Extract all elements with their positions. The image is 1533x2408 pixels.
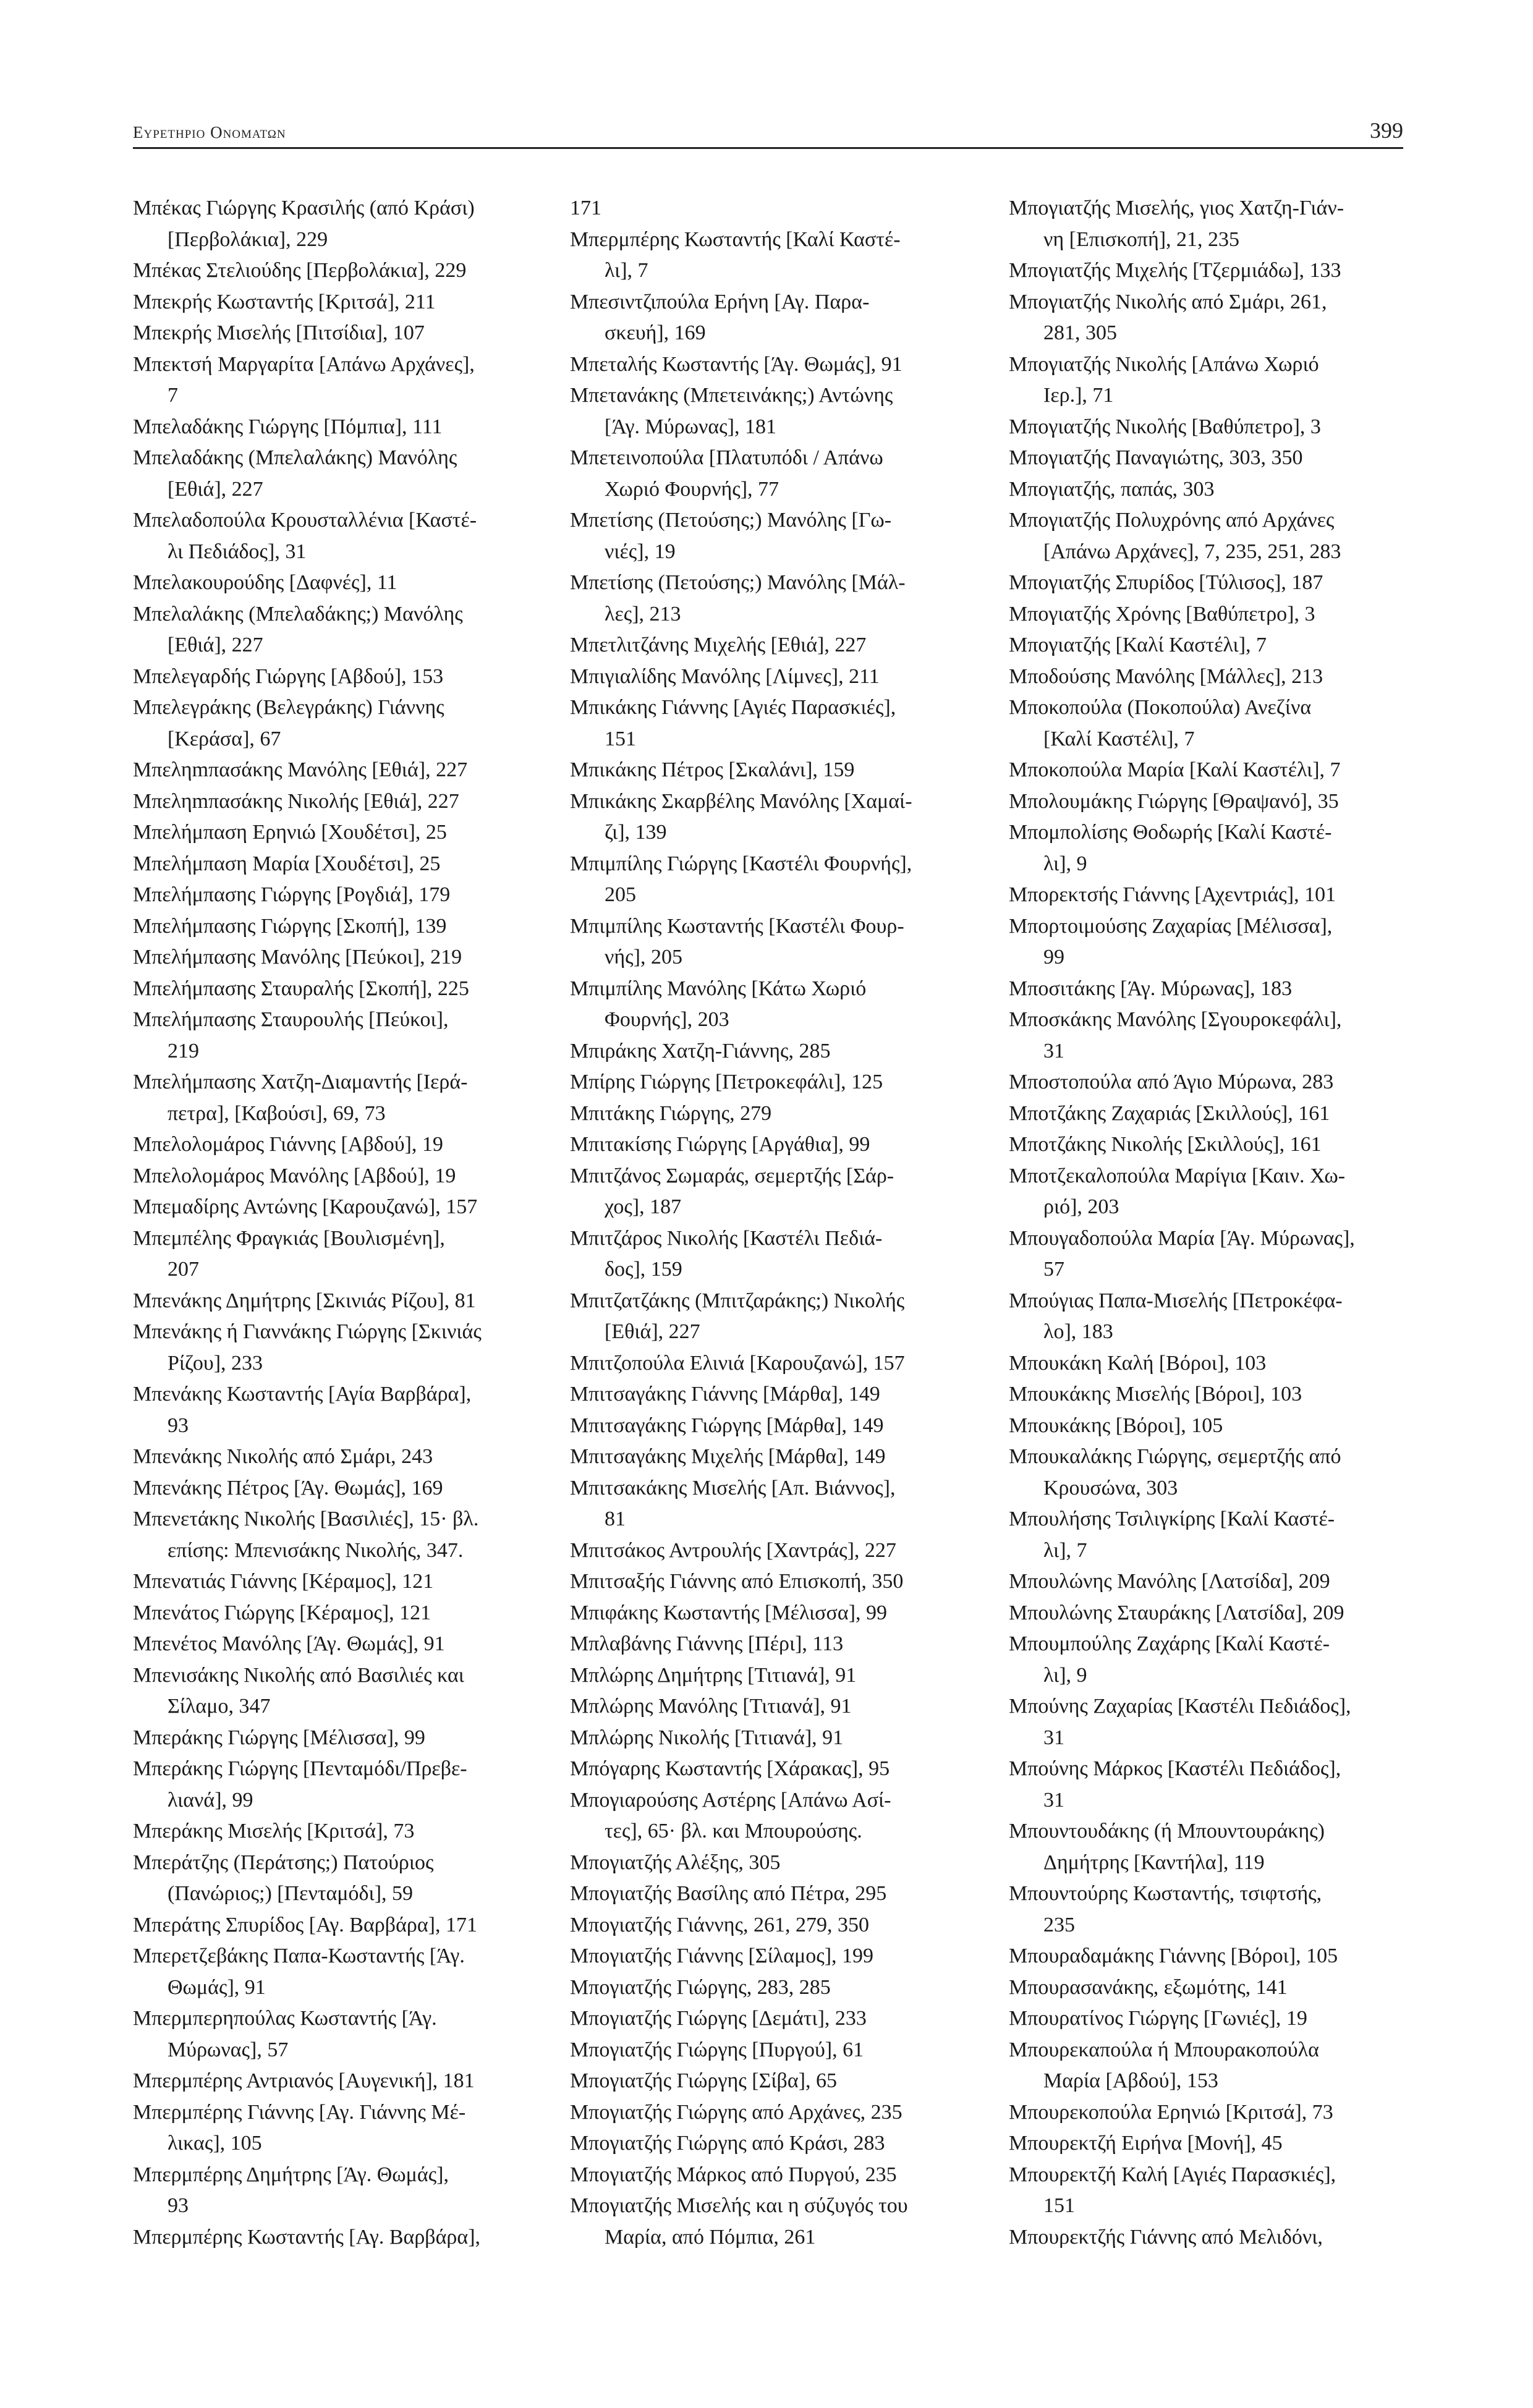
index-entry: Μπομπολίσης Θοδωρής [Καλί Καστέ- λι], 9 [1009, 821, 1332, 875]
index-entry: Μπελεγράκης (Βελεγράκης) Γιάννης [Κεράσα], 67 [133, 696, 444, 750]
index-entry: Μπιτζοπούλα Ελινιά [Καρουζανώ], 157 [570, 1351, 905, 1375]
index-entry: Μπούνης Ζαχαρίας [Καστέλι Πεδιάδος], 31 [1009, 1695, 1351, 1749]
index-entry: Μπορεκτσής Γιάννης [Αχεντριάς], 101 [1009, 883, 1336, 906]
index-entry: Μπενετάκης Νικολής [Βασιλιές], 15· βλ. επίσης: Μπενισάκης Νικολής, 347. [133, 1507, 479, 1562]
index-entry: Μπενάτος Γιώργης [Κέραμος], 121 [133, 1601, 431, 1624]
index-entry: Μπενάκης Πέτρος [Άγ. Θωμάς], 169 [133, 1476, 443, 1499]
index-entry: Μπιτάκης Γιώργης, 279 [570, 1101, 772, 1125]
index-entry: Μπιτσάκος Αντρουλής [Χαντράς], 227 [570, 1538, 896, 1562]
index-entry: Μπογιατζής Γιώργης από Αρχάνες, 235 [570, 2100, 902, 2124]
index-entry: Μπλώρης Νικολής [Τιτιανά], 91 [570, 1726, 844, 1749]
index-entry: Μπικάκης Πέτρος [Σκαλάνι], 159 [570, 758, 855, 781]
index-entry: Μπούνης Μάρκος [Καστέλι Πεδιάδος], 31 [1009, 1757, 1341, 1812]
index-entry: Μπιμπίλης Γιώργης [Καστέλι Φουρνής], 205 [570, 852, 912, 906]
index-entry: Μπερμπερηπούλας Κωσταντής [Άγ. Μύρωνας], 57 [133, 2007, 437, 2061]
index-entry: Μπογιατζής Σπυρίδος [Τύλισος], 187 [1009, 571, 1323, 594]
index-entry: Μπουραδαμάκης Γιάννης [Βόροι], 105 [1009, 1944, 1338, 1967]
index-entry: Μπιτζάνος Σωμαράς, σεμερτζής [Σάρ- χος], 187 [570, 1164, 894, 1218]
index-entry: Μπλαβάνης Γιάννης [Πέρι], 113 [570, 1632, 844, 1655]
index-entry: Μπογιατζής Νικολής [Απάνω Χωριό Ιερ.], 71 [1009, 352, 1319, 407]
index-entry: Μποτζάκης Ζαχαριάς [Σκιλλούς], 161 [1009, 1101, 1330, 1125]
index-entry: Μπουκάκης [Βόροι], 105 [1009, 1414, 1223, 1437]
index-entry: Μπετίσης (Πετούσης;) Μανόλης [Γω- νιές], 19 [570, 509, 892, 563]
index-entry: Μπέκας Γιώργης Κρασιλής (από Κράσι) [Περβολάκια], 229 [133, 197, 475, 251]
index-entry: Μπιφάκης Κωσταντής [Μέλισσα], 99 [570, 1601, 887, 1624]
index-entry: Μπιτσακάκης Μισελής [Απ. Βιάννος], 81 [570, 1476, 896, 1530]
index-entry: Μπελήμπασης Γιώργης [Σκοπή], 139 [133, 914, 447, 938]
index-entry: Μπόγαρης Κωσταντής [Χάρακας], 95 [570, 1757, 890, 1780]
index-entry: Μπογιατζής Μισελής και η σύζυγός του Μαρία, από Πόμπια, 261 [570, 2194, 908, 2249]
index-entry: Μπουρεκτζής Γιάννης από Μελιδόνι, [1009, 2225, 1323, 2249]
index-entry: Μπεληmπασάκης Νικολής [Εθιά], 227 [133, 789, 459, 813]
index-entry: Μπουντούρης Κωσταντής, τσιφτσής, 235 [1009, 1882, 1322, 1936]
index-entry: Μπουντουδάκης (ή Μπουντουράκης) Δημήτρης [Καντήλα], 119 [1009, 1820, 1325, 1874]
index-entry: Μπογιατζής Πολυχρόνης από Αρχάνες [Απάνω Αρχάνες], 7, 235, 251, 283 [1009, 509, 1341, 563]
index-entry: Μπουρεκοπούλα Ερηνιώ [Κριτσά], 73 [1009, 2100, 1333, 2124]
index-entry: Μπούγιας Παπα-Μισελής [Πετροκέφα- λο], 183 [1009, 1289, 1343, 1343]
index-entry: Μπεράτζης (Περάτσης;) Πατούριος (Πανώριος;) [Πενταμόδι], 59 [133, 1851, 434, 1905]
index-entry: Μπελολομάρος Γιάννης [Αβδού], 19 [133, 1133, 443, 1156]
index-entry: Μπιράκης Χατζη-Γιάννης, 285 [570, 1039, 831, 1062]
index-entry: Μπολουμάκης Γιώργης [Θραψανό], 35 [1009, 789, 1339, 813]
index-entry: Μπογιατζής Μάρκος από Πυργού, 235 [570, 2163, 897, 2186]
index-entry: Μπενάκης Δημήτρης [Σκινιάς Ρίζου], 81 [133, 1289, 476, 1312]
index-entry: Μπελήμπασης Χατζη-Διαμαντής [Ιερά- πετρα], [Καβούσι], 69, 73 [133, 1070, 468, 1125]
index-entry: Μπιτζατζάκης (Μπιτζαράκης;) Νικολής [Εθιά], 227 [570, 1289, 905, 1343]
index-entry: Μπικάκης Γιάννης [Αγιές Παρασκιές], 151 [570, 696, 896, 750]
index-entry: Μπεράκης Γιώργης [Μέλισσα], 99 [133, 1726, 425, 1749]
index-entry: Μπιτσαγάκης Μιχελής [Μάρθα], 149 [570, 1445, 886, 1468]
index-entry: Μπογιατζής Γιώργης, 283, 285 [570, 1975, 831, 1999]
index-entry: Μπλώρης Μανόλης [Τιτιανά], 91 [570, 1695, 852, 1718]
index-entry: Μπογιατζής Μισελής, γιος Χατζη-Γιάν- νη [Επισκοπή], 21, 235 [1009, 197, 1344, 251]
index-entry: Μπιτσαγάκης Γιάννης [Μάρθα], 149 [570, 1383, 880, 1405]
index-entry: Μπενισάκης Νικολής από Βασιλιές και Σίλαμο, 347 [133, 1663, 464, 1718]
index-entry: Μπετλιτζάνης Μιχελής [Εθιά], 227 [570, 634, 867, 656]
index-entry: Μπουρεκαπούλα ή Μπουρακοπούλα Μαρία [Αβδού], 153 [1009, 2038, 1319, 2092]
index-entry: Μπουκάκης Μισελής [Βόροι], 103 [1009, 1383, 1302, 1405]
index-entry: Μπογιατζής Μιχελής [Τζερμιάδω], 133 [1009, 259, 1341, 282]
index-entry: Μπογιατζής [Καλί Καστέλι], 7 [1009, 634, 1267, 656]
index-entry: Μπεράκης Γιώργης [Πενταμόδι/Πρεβε- λιανά], 99 [133, 1757, 467, 1812]
index-entry: Μπελαδάκης (Μπελαλάκης) Μανόλης [Εθιά], 227 [133, 446, 457, 501]
index-entry: Μπιτσαγάκης Γιώργης [Μάρθα], 149 [570, 1414, 884, 1437]
index-entry: Μπελήμπασης Μανόλης [Πεύκοι], 219 [133, 946, 462, 969]
index-entry: Μπεκρής Μισελής [Πιτσίδια], 107 [133, 321, 425, 344]
index-entry: Μπογιατζής Γιάννης, 261, 279, 350 [570, 1913, 869, 1936]
index-entry: Μπετίσης (Πετούσης;) Μανόλης [Μάλ- λες], 213 [570, 571, 906, 625]
index-entry: Μπερετζεβάκης Παπα-Κωσταντής [Άγ. Θωμάς], 91 [133, 1944, 465, 1999]
index-entry: Μπέκας Στελιούδης [Περβολάκια], 229 [133, 259, 467, 282]
index-entry: Μπεράκης Μισελής [Κριτσά], 73 [133, 1820, 415, 1842]
index-entry: Μπογιατζής Γιώργης [Πυργού], 61 [570, 2038, 864, 2061]
index-entry: Μπίρης Γιώργης [Πετροκεφάλι], 125 [570, 1070, 883, 1093]
index-entry: Μπερμπέρης Γιάννης [Αγ. Γιάννης Μέ- λικας], 105 [133, 2100, 466, 2155]
index-entry: Μπελαλάκης (Μπελαδάκης;) Μανόλης [Εθιά], 227 [133, 602, 463, 656]
index-entry: Μπερμπέρης Κωσταντής [Καλί Καστέ- λι], 7 [570, 227, 901, 282]
index-entry: Μπουλήσης Τσιλιγκίρης [Καλί Καστέ- λι], 7 [1009, 1507, 1335, 1562]
index-entry: Μπογιατζής Χρόνης [Βαθύπετρο], 3 [1009, 602, 1315, 625]
index-entry: Μπιτζάρος Νικολής [Καστέλι Πεδιά- δος], 159 [570, 1226, 883, 1281]
index-entry: Μπογιατζής, παπάς, 303 [1009, 477, 1215, 501]
index-entry: Μπιτακίσης Γιώργης [Αργάθια], 99 [570, 1133, 870, 1156]
index-entry: Μπερμπέρης Αντριανός [Αυγενική], 181 [133, 2069, 475, 2092]
index-entry: Μπερμπέρης Κωσταντής [Αγ. Βαρβάρα], [133, 2225, 481, 2249]
index-entry: Μπογιατζής Νικολής [Βαθύπετρο], 3 [1009, 415, 1321, 438]
page-number: 399 [1370, 118, 1403, 143]
index-entry: Μπετανάκης (Μπετεινάκης;) Αντώνης [Άγ. Μύρωνας], 181 [570, 384, 893, 438]
index-entry: Μποσκάκης Μανόλης [Σγουροκεφάλι], 31 [1009, 1008, 1342, 1062]
index-entry: Μποδούσης Μανόλης [Μάλλες], 213 [1009, 664, 1323, 688]
index-entry: Μπουκαλάκης Γιώργης, σεμερτζής από Κρουσώνα, 303 [1009, 1445, 1341, 1499]
index-entry: Μπουρασανάκης, εξωμότης, 141 [1009, 1975, 1288, 1999]
index-entry: Μπιμπίλης Κωσταντής [Καστέλι Φουρ- νής], 205 [570, 914, 904, 969]
index-entry: Μπελολομάρος Μανόλης [Αβδού], 19 [133, 1164, 456, 1187]
index-entry: Μπεμπέλης Φραγκιάς [Βουλισμένη], 207 [133, 1226, 445, 1281]
index-entry: Μπελήμπασης Σταυρουλής [Πεύκοι], 219 [133, 1008, 449, 1062]
index-entry: Μπογιατζής Παναγιώτης, 303, 350 [1009, 446, 1303, 469]
index-entry: Μπογιατζής Νικολής από Σμάρι, 261, 281, 305 [1009, 290, 1327, 344]
index-entry: Μπιμπίλης Μανόλης [Κάτω Χωριό Φουρνής], 203 [570, 977, 867, 1031]
index-entry: Μπουλώνης Σταυράκης [Λατσίδα], 209 [1009, 1601, 1344, 1624]
index-entry: Μπεσιντζιπούλα Ερήνη [Αγ. Παρα- σκευή], 169 [570, 290, 870, 344]
index-entry: Μπεταλής Κωσταντής [Άγ. Θωμάς], 91 [570, 352, 902, 376]
index-entry: Μπενατιάς Γιάννης [Κέραμος], 121 [133, 1570, 434, 1593]
index-entry: Μπελήμπασης Γιώργης [Ρογδιά], 179 [133, 883, 451, 906]
index-entry: Μπογιατζής Γιώργης από Κράσι, 283 [570, 2132, 885, 2155]
index-entry: Μπουμπούλης Ζαχάρης [Καλί Καστέ- λι], 9 [1009, 1632, 1330, 1687]
index-entry: Μπουρεκτζή Ειρήνα [Μονή], 45 [1009, 2132, 1283, 2155]
index-entry: Μπογιατζής Βασίλης από Πέτρα, 295 [570, 1882, 887, 1905]
index-entry: Μπελήμπασης Σταυραλής [Σκοπή], 225 [133, 977, 469, 1000]
index-entry: Μποκοπούλα Μαρία [Καλί Καστέλι], 7 [1009, 758, 1341, 781]
index-column-2 [570, 193, 966, 2253]
index-entry: Μπουρεκτζή Καλή [Αγιές Παρασκιές], 151 [1009, 2163, 1336, 2217]
index-entry: Μπενάκης ή Γιαννάκης Γιώργης [Σκινιάς Ρίζου], 233 [133, 1320, 482, 1375]
index-entry: Μπικάκης Σκαρβέλης Μανόλης [Χαμαί- ζι], 139 [570, 789, 912, 844]
index-entry: Μπεληmπασάκης Μανόλης [Εθιά], 227 [133, 758, 468, 781]
index-entry: Μπερμπέρης Δημήτρης [Άγ. Θωμάς], 93 [133, 2163, 449, 2217]
index-entry: Μπουγαδοπούλα Μαρία [Άγ. Μύρωνας], 57 [1009, 1226, 1355, 1281]
index-entry: Μποσιτάκης [Άγ. Μύρωνας], 183 [1009, 977, 1293, 1000]
index-entry: Μπογιατζής Αλέξης, 305 [570, 1851, 781, 1874]
index-entry: Μπογιαρούσης Αστέρης [Απάνω Ασί- τες], 65· βλ. και Μπουρούσης. [570, 1788, 891, 1842]
index-entry: Μπεμαδίρης Αντώνης [Καρουζανώ], 157 [133, 1195, 478, 1218]
index-entry: Μπελακουρούδης [Δαφνές], 11 [133, 571, 397, 594]
index-entry: Μπενάκης Νικολής από Σμάρι, 243 [133, 1445, 433, 1468]
index-entry: Μπουλώνης Μανόλης [Λατσίδα], 209 [1009, 1570, 1330, 1593]
index-entry: Μπελαδάκης Γιώργης [Πόμπια], 111 [133, 415, 443, 438]
running-header [133, 112, 1403, 149]
index-entry: Μπιτσαξής Γιάννης από Επισκοπή, 350 [570, 1570, 904, 1593]
index-entry: Μποτζεκαλοπούλα Μαρίγια [Καιν. Χω- ριό], 203 [1009, 1164, 1346, 1218]
index-entry: Μπενάκης Κωσταντής [Αγία Βαρβάρα], 93 [133, 1383, 472, 1437]
index-entry: 171 [570, 197, 601, 219]
index-entry: Μπουρατίνος Γιώργης [Γωνιές], 19 [1009, 2007, 1307, 2030]
index-entry: Μπετεινοπούλα [Πλατυπόδι / Απάνω Χωριό Φουρνής], 77 [570, 446, 883, 501]
index-entry: Μπενέτος Μανόλης [Άγ. Θωμάς], 91 [133, 1632, 445, 1655]
index-entry: Μπελεγαρδής Γιώργης [Αβδού], 153 [133, 664, 444, 688]
index-entry: Μπελαδοπούλα Κρουσταλλένια [Καστέ- λι Πεδιάδος], 31 [133, 509, 477, 563]
index-column-1 [133, 193, 529, 2253]
index-entry: Μπεκρής Κωσταντής [Κριτσά], 211 [133, 290, 436, 313]
index-entry: Μπογιατζής Γιάννης [Σίλαμος], 199 [570, 1944, 874, 1967]
index-entry: Μποστοπούλα από Άγιο Μύρωνα, 283 [1009, 1070, 1334, 1093]
index-entry: Μπελήμπαση Ερηνιώ [Χουδέτσι], 25 [133, 821, 447, 844]
index-entry: Μπουκάκη Καλή [Βόροι], 103 [1009, 1351, 1267, 1375]
index-entry: Μπεράτης Σπυρίδος [Αγ. Βαρβάρα], 171 [133, 1913, 477, 1936]
index-column-3 [1009, 193, 1404, 2253]
index-entry: Μπορτοιμούσης Ζαχαρίας [Μέλισσα], 99 [1009, 914, 1333, 969]
index-entry: Μπογιατζής Γιώργης [Σίβα], 65 [570, 2069, 837, 2092]
index-entry: Μπιγιαλίδης Μανόλης [Λίμνες], 211 [570, 664, 880, 688]
index-entry: Μποκοπούλα (Ποκοπούλα) Ανεζίνα [Καλί Καστέλι], 7 [1009, 696, 1312, 750]
index-entry: Μπεκτσή Μαργαρίτα [Απάνω Αρχάνες], 7 [133, 352, 475, 407]
running-title: Ευρετηριο Ονοματων [133, 123, 286, 142]
index-entry: Μπογιατζής Γιώργης [Δεμάτι], 233 [570, 2007, 867, 2030]
index-entry: Μποτζάκης Νικολής [Σκιλλούς], 161 [1009, 1133, 1322, 1156]
index-entry: Μπλώρης Δημήτρης [Τιτιανά], 91 [570, 1663, 857, 1687]
index-entry: Μπελήμπαση Μαρία [Χουδέτσι], 25 [133, 852, 441, 875]
